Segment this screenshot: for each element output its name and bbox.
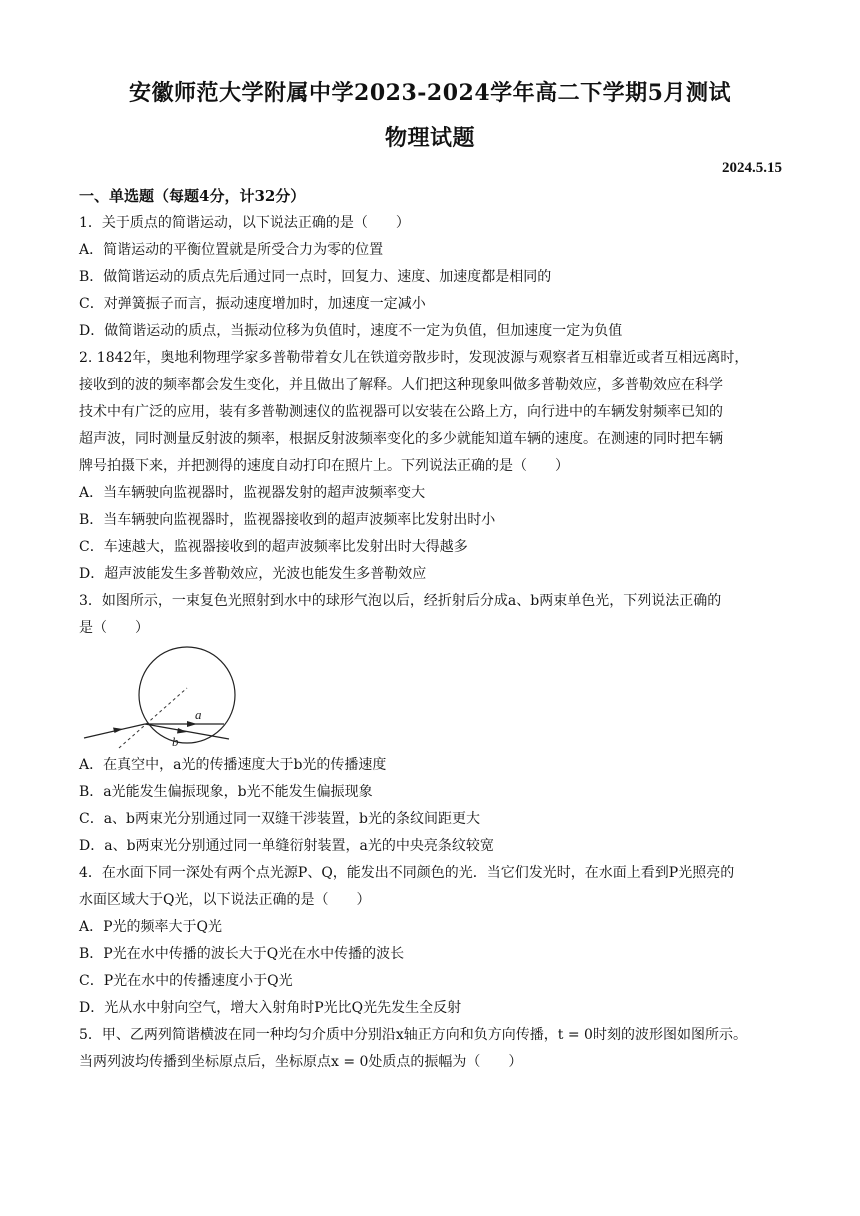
question-3-option-a: A．在真空中，a光的传播速度大于b光的传播速度 — [79, 757, 387, 773]
question-2-stem-line: 牌号拍摄下来，并把测得的速度自动打印在照片上。下列说法正确的是（ ） — [79, 458, 569, 474]
question-4-option-d: D．光从水中射向空气，增大入射角时P光比Q光先发生全反射 — [79, 1000, 462, 1016]
question-4-option-c: C．P光在水中的传播速度小于Q光 — [79, 973, 293, 989]
question-3-option-d: D．a、b两束光分别通过同一单缝衍射装置，a光的中央亮条纹较宽 — [79, 838, 494, 854]
question-3-option-b: B．a光能发生偏振现象，b光不能发生偏振现象 — [79, 784, 373, 800]
question-5-stem-line: 当两列波均传播到坐标原点后，坐标原点x = 0处质点的振幅为（ ） — [79, 1054, 523, 1070]
question-3-stem-line: 是（ ） — [79, 620, 149, 636]
question-1-option-c: C．对弹簧振子而言，振动速度增加时，加速度一定减小 — [79, 296, 426, 312]
question-2-stem-line: 接收到的波的频率都会发生变化，并且做出了解释。人们把这种现象叫做多普勒效应，多普勒效应在科学 — [79, 377, 723, 393]
question-2-option-b: B．当车辆驶向监视器时，监视器接收到的超声波频率比发射出时小 — [79, 512, 496, 528]
exam-date: 2024.5.15 — [722, 160, 782, 176]
exam-subtitle: 物理试题 — [384, 125, 475, 151]
bubble-refraction-figure — [79, 644, 259, 752]
question-2-stem-line: 技术中有广泛的应用，装有多普勒测速仪的监视器可以安装在公路上方，向行进中的车辆发射频率已知的 — [79, 404, 723, 420]
question-2-option-a: A．当车辆驶向监视器时，监视器发射的超声波频率变大 — [79, 485, 426, 501]
section-heading: 一、单选题（每题4分，计32分） — [79, 187, 306, 205]
question-1-option-b: B．做简谐运动的质点先后通过同一点时，回复力、速度、加速度都是相同的 — [79, 269, 552, 285]
question-1-stem: 1．关于质点的简谐运动，以下说法正确的是（ ） — [79, 215, 410, 231]
question-4-stem-line: 水面区域大于Q光，以下说法正确的是（ ） — [79, 892, 371, 908]
question-2-option-c: C．车速越大，监视器接收到的超声波频率比发射出时大得越多 — [79, 539, 468, 555]
exam-content — [79, 183, 784, 1076]
question-2-stem-line: 2. 1842年，奥地利物理学家多普勒带着女儿在铁道旁散步时，发现波源与观察者互相靠近或者互相远离时， — [79, 350, 749, 366]
exam-title: 安徽师范大学附属中学2023-2024学年高二下学期5月测试 — [129, 80, 731, 106]
question-5-stem-line: 5．甲、乙两列简谐横波在同一种均匀介质中分别沿x轴正方向和负方向传播，t = 0时刻的波形图如图所示。 — [79, 1027, 747, 1043]
ray-a-label: a — [195, 707, 202, 722]
question-1-option-d: D．做简谐运动的质点，当振动位移为负值时，速度不一定为负值，但加速度一定为负值 — [79, 323, 623, 339]
question-1-option-a: A．简谐运动的平衡位置就是所受合力为零的位置 — [79, 242, 384, 258]
question-4-option-a: A．P光的频率大于Q光 — [79, 919, 223, 935]
ray-b-label: b — [172, 734, 179, 749]
question-3-option-c: C．a、b两束光分别通过同一双缝干涉装置，b光的条纹间距更大 — [79, 811, 480, 827]
question-4-stem-line: 4．在水面下同一深处有两个点光源P、Q，能发出不同颜色的光．当它们发光时，在水面上看到P光照亮的 — [79, 865, 735, 881]
question-2-option-d: D．超声波能发生多普勒效应，光波也能发生多普勒效应 — [79, 566, 427, 582]
incident-arrow — [113, 728, 123, 734]
question-3-stem-line: 3．如图所示，一束复色光照射到水中的球形气泡以后，经折射后分成a、b两束单色光，下列说法正确的 — [79, 593, 722, 609]
bubble-circle — [139, 647, 235, 743]
question-4-option-b: B．P光在水中传播的波长大于Q光在水中传播的波长 — [79, 946, 405, 962]
question-2-stem-line: 超声波，同时测量反射波的频率，根据反射波频率变化的多少就能知道车辆的速度。在测速的同时把车辆 — [79, 431, 723, 447]
